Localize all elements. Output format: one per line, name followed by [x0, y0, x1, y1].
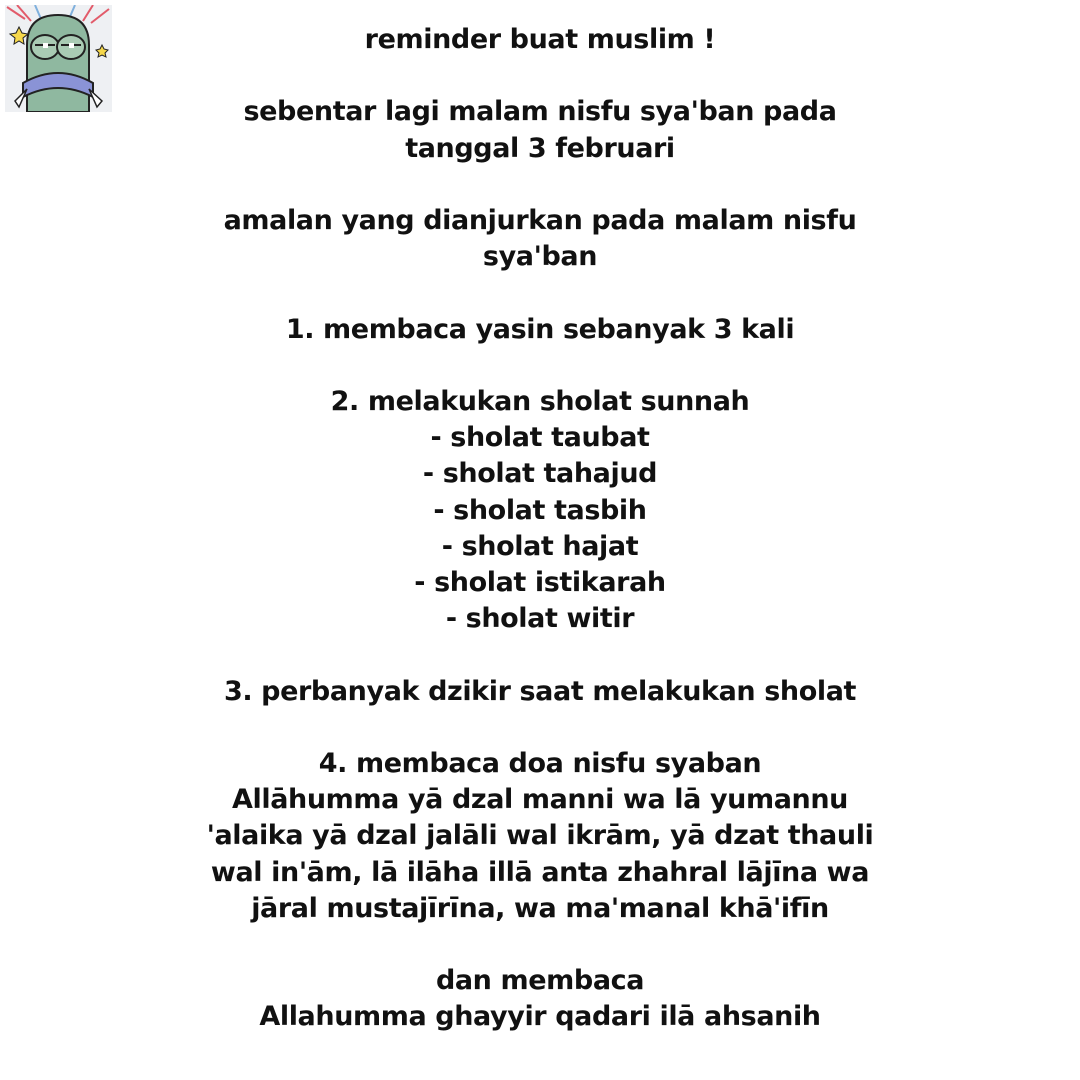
subheading-line-2: sya'ban — [482, 241, 598, 273]
intro-line-1: sebentar lagi malam nisfu sya'ban pada — [243, 96, 837, 128]
closing-prayer: Allahumma ghayyir qadari ilā ahsanih — [259, 1001, 821, 1033]
list-item: - sholat tasbih — [433, 494, 647, 526]
list-item: - sholat witir — [445, 603, 635, 635]
intro-line-2: tanggal 3 februari — [405, 132, 675, 164]
list-item: - sholat istikarah — [414, 566, 666, 598]
prayer-line: Allāhumma yā dzal manni wa lā yumannu — [231, 784, 849, 816]
closing-intro: dan membaca — [435, 965, 645, 997]
item-1: 1. membaca yasin sebanyak 3 kali — [285, 313, 795, 345]
list-item: - sholat taubat — [430, 422, 650, 454]
subheading-line-1: amalan yang dianjurkan pada malam nisfu — [223, 204, 857, 236]
prayer-line: jāral mustajīrīna, wa ma'manal khā'ifīn — [251, 892, 829, 924]
item-4-heading: 4. membaca doa nisfu syaban — [318, 747, 762, 779]
list-item: - sholat tahajud — [422, 458, 658, 490]
page-title: reminder buat muslim ! — [364, 24, 716, 55]
item-2-heading: 2. melakukan sholat sunnah — [330, 385, 750, 417]
prayer-line: wal in'ām, lā ilāha illā anta zhahral lājīna wa — [210, 856, 870, 888]
reminder-text — [0, 22, 1080, 1036]
item-3: 3. perbanyak dzikir saat melakukan sholat — [223, 675, 857, 707]
prayer-line: 'alaika yā dzal jalāli wal ikrām, yā dzat thauli — [206, 820, 874, 852]
list-item: - sholat hajat — [441, 530, 639, 562]
